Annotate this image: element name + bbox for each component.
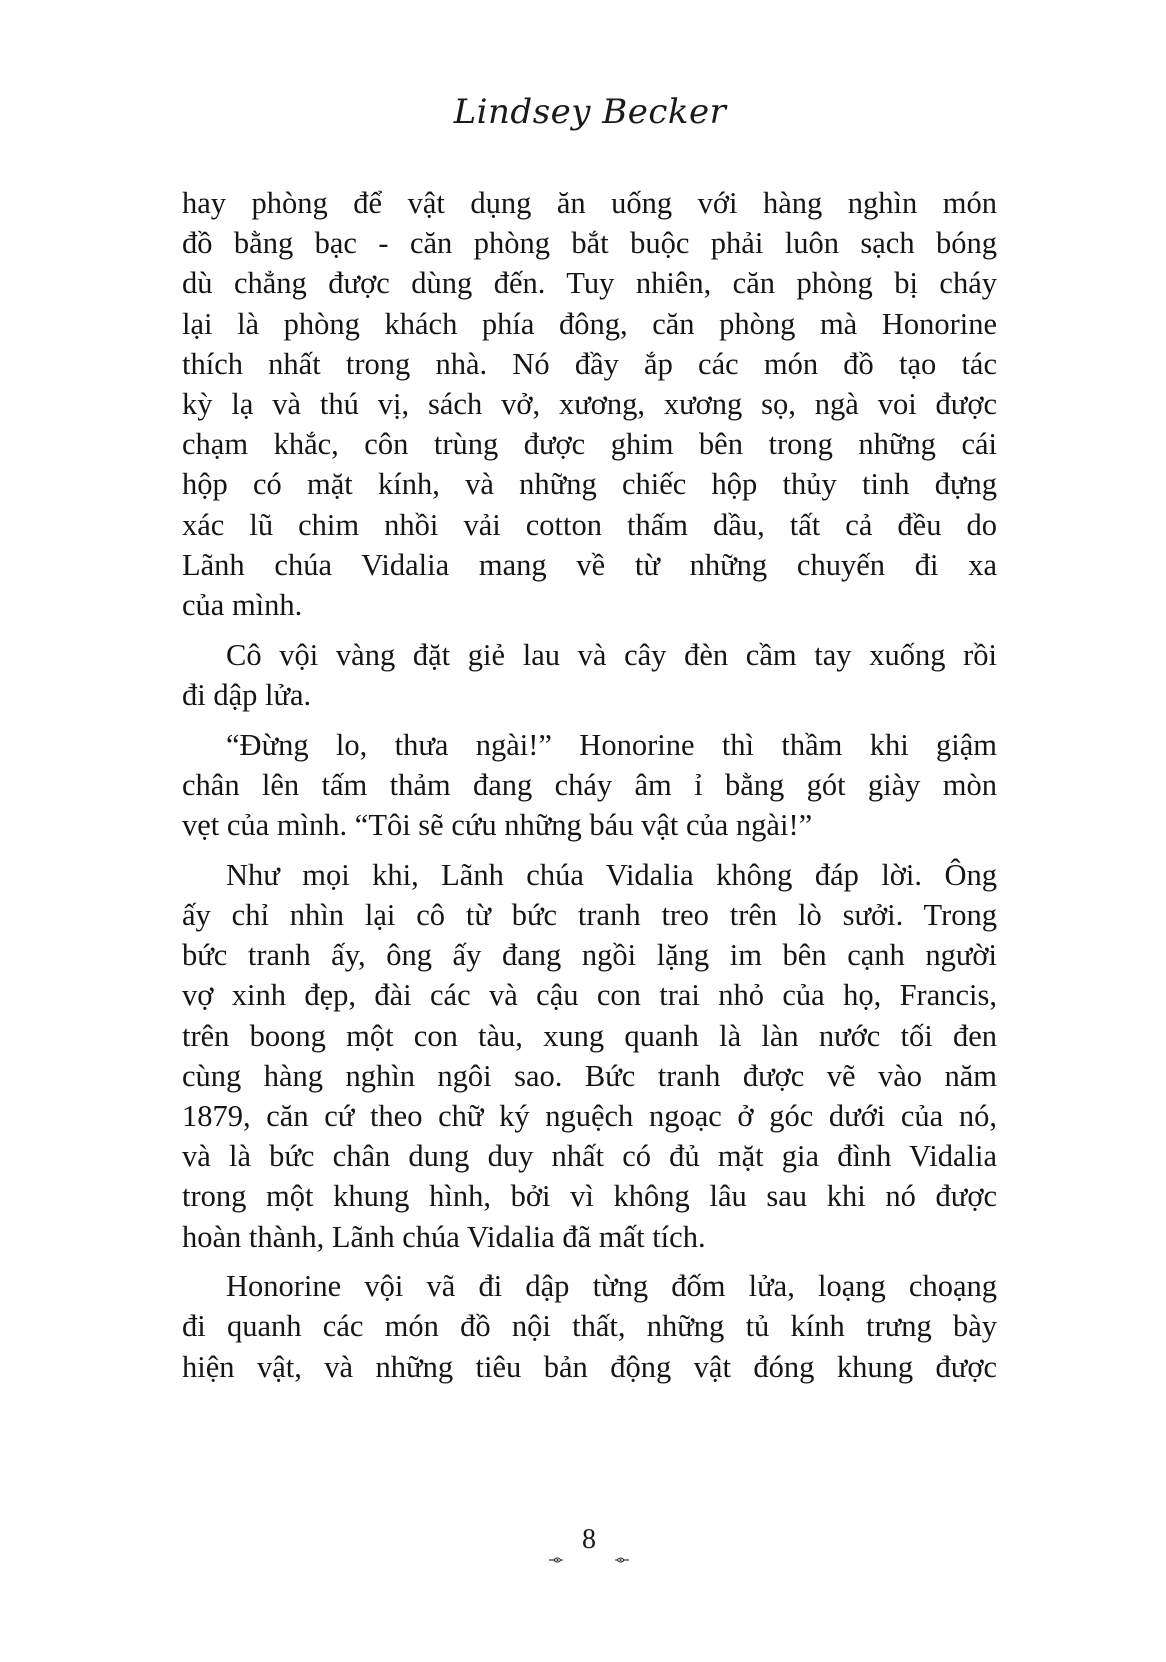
text-line: “Đừng lo, thưa ngài!” Honorine thì thầm khi giậm [226, 727, 997, 762]
paragraph [182, 635, 997, 715]
text-line: ấy chỉ nhìn lại cô từ bức tranh treo trên lò sưởi. Trong [182, 897, 997, 932]
text-line: đồ bằng bạc - căn phòng bắt buộc phải luôn sạch bóng [182, 226, 997, 261]
paragraph [182, 183, 997, 625]
text-line: vẹt của mình. “Tôi sẽ cứu những báu vật của ngài!” [182, 808, 813, 843]
fleuron-right-icon [614, 1541, 630, 1551]
paragraph [182, 725, 997, 846]
text-line: chân lên tấm thảm đang cháy âm ỉ bằng gót giày mòn [182, 767, 997, 802]
text-line: Lãnh chúa Vidalia mang về từ những chuyến đi xa [182, 547, 997, 582]
fleuron-left-icon [548, 1541, 564, 1551]
text-line: trên boong một con tàu, xung quanh là làn nước tối đen [182, 1018, 997, 1053]
text-line: của mình. [182, 588, 303, 623]
body-text [182, 183, 997, 1396]
paragraph [182, 855, 997, 1257]
paragraph [182, 1266, 997, 1387]
text-line: lại là phòng khách phía đông, căn phòng mà Honorine [182, 306, 997, 341]
text-line: hiện vật, và những tiêu bản động vật đóng khung được [182, 1349, 997, 1384]
page-footer [0, 1524, 1166, 1556]
text-line: hay phòng để vật dụng ăn uống với hàng nghìn món [182, 186, 997, 220]
text-line: Cô vội vàng đặt giẻ lau và cây đèn cầm tay xuống rồi [226, 637, 997, 672]
text-line: hoàn thành, Lãnh chúa Vidalia đã mất tích. [182, 1219, 706, 1254]
text-line: Như mọi khi, Lãnh chúa Vidalia không đáp lời. Ông [226, 857, 997, 892]
text-line: bức tranh ấy, ông ấy đang ngồi lặng im bên cạnh người [182, 938, 997, 973]
text-line: chạm khắc, côn trùng được ghim bên trong những cái [182, 427, 997, 462]
text-line: 1879, căn cứ theo chữ ký nguệch ngoạc ở góc dưới của nó, [182, 1098, 997, 1133]
text-line: đi dập lửa. [182, 677, 312, 712]
text-line: hộp có mặt kính, và những chiếc hộp thủy tinh đựng [182, 467, 997, 502]
page-number: 8 [582, 1524, 596, 1555]
text-line: dù chẳng được dùng đến. Tuy nhiên, căn phòng bị cháy [182, 266, 997, 301]
text-line: trong một khung hình, bởi vì không lâu sau khi nó được [182, 1179, 997, 1214]
text-line: Honorine vội vã đi dập từng đốm lửa, loạng choạng [226, 1269, 997, 1304]
text-line: kỳ lạ và thú vị, sách vở, xương, xương sọ, ngà voi được [182, 387, 997, 422]
running-header-author: Lindsey Becker [453, 92, 727, 132]
text-line: xác lũ chim nhồi vải cotton thấm dầu, tất cả đều do [182, 507, 997, 542]
text-line: cùng hàng nghìn ngôi sao. Bức tranh được vẽ vào năm [182, 1058, 997, 1093]
text-line: vợ xinh đẹp, đài các và cậu con trai nhỏ của họ, Francis, [182, 978, 997, 1013]
text-line: đi quanh các món đồ nội thất, những tủ kính trưng bày [182, 1309, 997, 1344]
text-line: thích nhất trong nhà. Nó đầy ắp các món đồ tạo tác [182, 346, 997, 381]
text-line: và là bức chân dung duy nhất có đủ mặt gia đình Vidalia [182, 1139, 997, 1174]
